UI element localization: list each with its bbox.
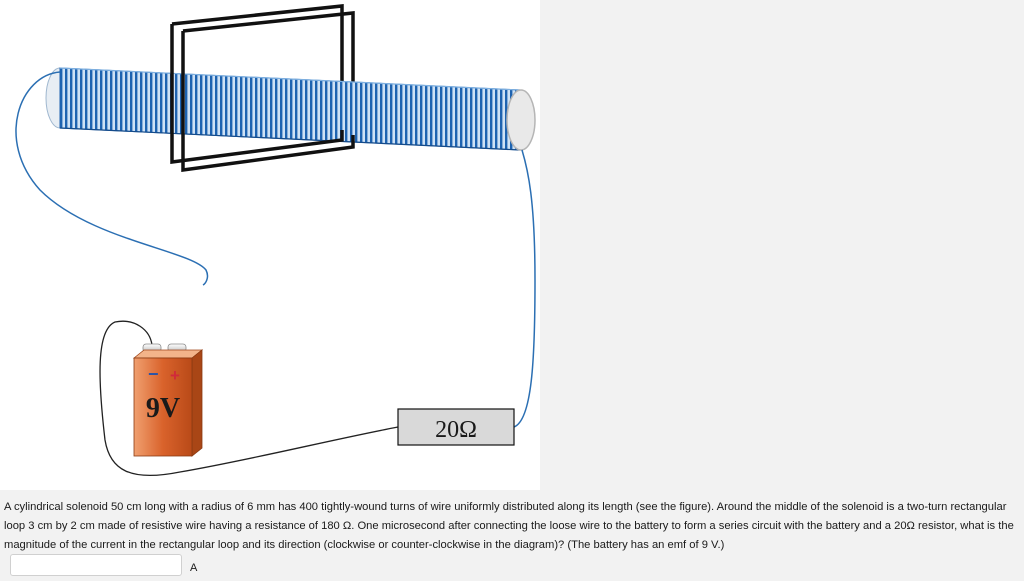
answer-input[interactable] [10, 554, 182, 576]
battery-label: 9V [145, 393, 181, 424]
answer-unit-label: A [190, 562, 198, 574]
figure-panel [0, 0, 540, 490]
question-text: A cylindrical solenoid 50 cm long with a radius of 6 mm has 400 tightly-wound turns of wire uniformly distributed along its length (see the figure). Around the middle of the solenoid is a two-turn rectangular loop 3 cm by 2 cm made of resistive wire having a resistance of 180 Ω. One microsecond after connecting the loose wire to the battery to form a series circuit with the battery and a 20Ω resistor, what is the magnitude of the current in the rectangular loop and its direction (clockwise or counter-clockwise in the diagram)? (The battery has an emf of 9 V.) [4, 501, 1014, 551]
wire-solenoid-to-resistor [514, 150, 535, 427]
resistor [398, 409, 514, 445]
solenoid-end-cap [507, 90, 535, 150]
solenoid [46, 68, 535, 150]
battery-minus-sign: − [148, 364, 159, 384]
rectangular-loop-back [172, 6, 353, 86]
solenoid-circuit-diagram [0, 0, 540, 490]
battery [134, 344, 202, 456]
answer-row [10, 552, 197, 578]
resistor-label: 20Ω [435, 417, 477, 443]
battery-plus-sign: + [170, 366, 180, 385]
